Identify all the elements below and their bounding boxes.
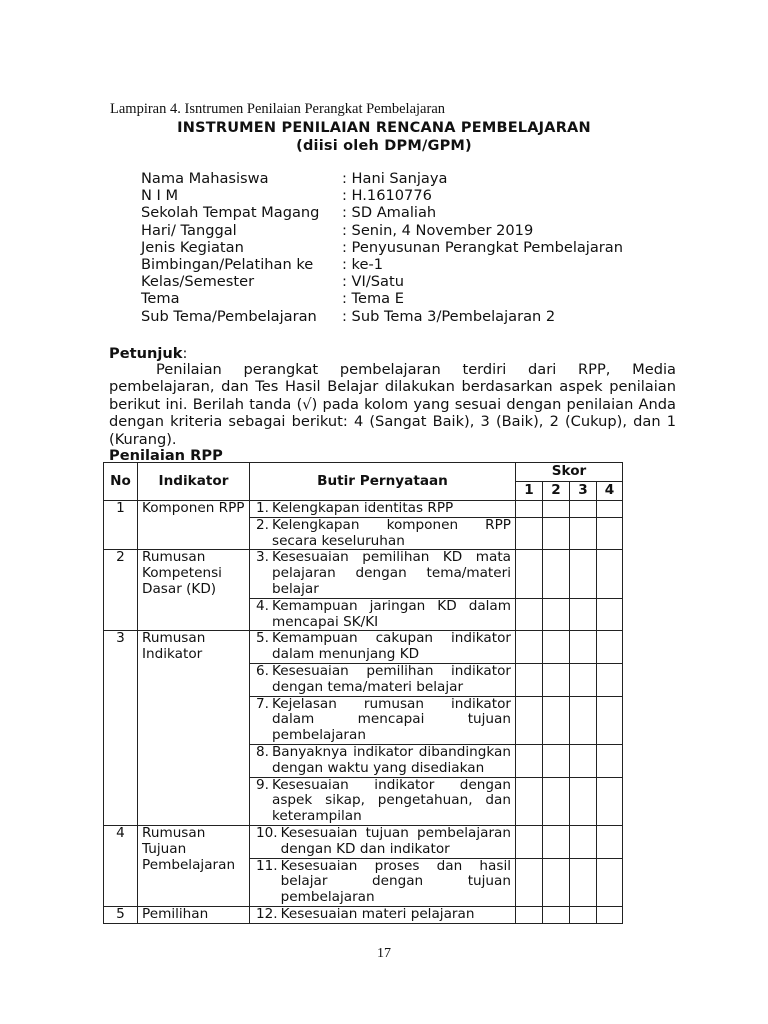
info-row [141,273,623,290]
score-cell-1[interactable] [516,517,543,550]
score-cell-2[interactable] [543,906,570,923]
info-value: : Tema E [342,290,404,308]
statement-text: Kesesuaian materi pelajaran [280,905,475,922]
instructions-heading: Petunjuk: [109,345,188,362]
statement-number: 1. [256,500,269,516]
statement-text: Kesesuaian tujuan pembelajaran dengan KD dan indikator [280,824,511,857]
info-label: Sekolah Tempat Magang [141,204,320,222]
header-butir: Butir Pernyataan [250,463,516,501]
indicator-cell: Rumusan Tujuan Pembelajaran [138,825,250,906]
score-cell-3[interactable] [570,517,597,550]
score-cell-2[interactable] [543,858,570,906]
score-cell-3[interactable] [570,777,597,825]
score-cell-4[interactable] [597,744,623,777]
statement-number: 8. [256,743,269,760]
score-cell-1[interactable] [516,858,543,906]
header-no: No [104,463,138,501]
score-cell-3[interactable] [570,744,597,777]
header-indikator: Indikator [138,463,250,501]
statement-cell [250,777,516,825]
student-info-table [141,170,623,325]
score-cell-1[interactable] [516,777,543,825]
header-score-4: 4 [597,482,623,501]
score-cell-2[interactable] [543,501,570,518]
statement-number: 7. [256,695,269,712]
table-row [104,631,623,664]
score-cell-3[interactable] [570,696,597,744]
info-label: Jenis Kegiatan [141,238,244,256]
score-cell-4[interactable] [597,550,623,598]
info-row [141,187,623,204]
score-cell-1[interactable] [516,501,543,518]
score-cell-4[interactable] [597,696,623,744]
table-row [104,825,623,858]
document-title: INSTRUMEN PENILAIAN RENCANA PEMBELAJARAN [177,120,591,136]
score-cell-2[interactable] [543,777,570,825]
indicator-cell: Rumusan Indikator [138,631,250,826]
statement-text: Kemampuan jaringan KD dalam mencapai SK/KI [271,597,511,630]
info-value: : Sub Tema 3/Pembelajaran 2 [342,307,556,325]
info-value: : ke-1 [342,256,384,274]
info-label: Tema [141,290,180,308]
score-cell-4[interactable] [597,501,623,518]
table-row [104,501,623,518]
statement-text: Kesesuaian pemilihan indikator dengan tema/materi belajar [271,662,511,695]
indicator-cell: Pemilihan [138,906,250,923]
info-value: : Senin, 4 November 2019 [342,221,534,239]
header-score-2: 2 [543,482,570,501]
info-label: Kelas/Semester [141,273,255,291]
statement-text: Kelengkapan komponen RPP secara keseluruhan [271,516,511,549]
rpp-assessment-table [103,462,623,924]
statement-number: 10. [256,824,278,841]
score-cell-4[interactable] [597,825,623,858]
header-score-1: 1 [516,482,543,501]
score-cell-4[interactable] [597,858,623,906]
score-cell-1[interactable] [516,631,543,664]
page-number: 17 [377,946,391,961]
statement-number: 3. [256,549,269,566]
info-value: : H.1610776 [342,187,432,205]
statement-number: 4. [256,597,269,614]
info-row [141,222,623,239]
score-cell-2[interactable] [543,598,570,631]
instructions-text: Penilaian perangkat pembelajaran terdiri dari RPP, Media pembelajaran, dan Tes Hasil Belajar dilakukan berdasarkan aspek penilaian berikut ini. Berilah tanda (√) pada kolom yang sesuai dengan penilaian Anda dengan kriteria sebagai berikut: 4 (Sangat Baik), 3 (Baik), 2 (Cukup), dan 1 (Kurang). [109,361,676,448]
statement-text: Banyaknya indikator dibandingkan dengan waktu yang disediakan [271,743,511,776]
statement-text: Kejelasan rumusan indikator dalam mencapai tujuan pembelajaran [271,695,511,744]
score-cell-1[interactable] [516,906,543,923]
info-row [141,204,623,221]
statement-text: Kesesuaian pemilihan KD mata pelajaran dengan tema/materi belajar [271,549,511,597]
statement-number: 9. [256,776,269,793]
statement-cell [250,550,516,598]
info-label: Bimbingan/Pelatihan ke [141,256,314,274]
info-label: Hari/ Tanggal [141,221,237,239]
score-cell-3[interactable] [570,598,597,631]
statement-text: Kemampuan cakupan indikator dalam menunjang KD [271,630,511,663]
statement-cell [250,517,516,550]
info-value: : SD Amaliah [342,204,437,222]
statement-text: Kesesuaian indikator dengan aspek sikap, pengetahuan, dan keterampilan [271,776,511,825]
info-value: : VI/Satu [342,273,404,291]
score-cell-1[interactable] [516,550,543,598]
statement-cell [250,744,516,777]
score-cell-3[interactable] [570,501,597,518]
score-cell-4[interactable] [597,663,623,696]
table-row [104,550,623,598]
statement-cell [250,663,516,696]
score-cell-1[interactable] [516,825,543,858]
score-cell-4[interactable] [597,598,623,631]
score-cell-2[interactable] [543,825,570,858]
appendix-label: Lampiran 4. Isntrumen Penilaian Perangkat Pembelajaran [110,101,446,117]
info-row [141,290,623,307]
score-cell-1[interactable] [516,696,543,744]
section-heading-rpp: Penilaian RPP [109,447,223,464]
score-cell-4[interactable] [597,517,623,550]
indicator-cell: Komponen RPP [138,501,250,550]
score-cell-3[interactable] [570,550,597,598]
score-cell-2[interactable] [543,631,570,664]
statement-cell [250,906,516,923]
score-cell-3[interactable] [570,906,597,923]
statement-cell [250,696,516,744]
row-number: 5 [104,906,138,923]
score-cell-2[interactable] [543,744,570,777]
score-cell-4[interactable] [597,631,623,664]
score-cell-3[interactable] [570,631,597,664]
info-row [141,170,623,187]
statement-number: 12. [256,905,278,922]
score-cell-3[interactable] [570,858,597,906]
statement-text: Kesesuaian proses dan hasil belajar dengan tujuan pembelajaran [280,857,511,906]
row-number: 2 [104,550,138,631]
score-cell-4[interactable] [597,906,623,923]
header-skor: Skor [516,463,623,482]
info-value: : Penyusunan Perangkat Pembelajaran [342,238,624,256]
statement-cell [250,501,516,518]
row-number: 1 [104,501,138,550]
score-cell-3[interactable] [570,825,597,858]
statement-cell [250,858,516,906]
score-cell-2[interactable] [543,663,570,696]
statement-number: 11. [256,857,278,874]
document-subtitle: (diisi oleh DPM/GPM) [296,138,472,154]
statement-text: Kelengkapan identitas RPP [271,500,454,516]
score-cell-2[interactable] [543,517,570,550]
row-number: 3 [104,631,138,826]
row-number: 4 [104,825,138,906]
info-label: Sub Tema/Pembelajaran [141,307,317,325]
score-cell-1[interactable] [516,663,543,696]
header-score-3: 3 [570,482,597,501]
table-row [104,906,623,923]
score-cell-2[interactable] [543,550,570,598]
score-cell-3[interactable] [570,663,597,696]
statement-cell [250,631,516,664]
info-label: Nama Mahasiswa [141,170,269,187]
statement-number: 6. [256,662,269,679]
statement-cell [250,825,516,858]
indicator-cell: Rumusan Kompetensi Dasar (KD) [138,550,250,631]
info-row [141,239,623,256]
statement-cell [250,598,516,631]
score-cell-1[interactable] [516,744,543,777]
score-cell-2[interactable] [543,696,570,744]
score-cell-4[interactable] [597,777,623,825]
info-row [141,308,623,325]
score-cell-1[interactable] [516,598,543,631]
info-value: : Hani Sanjaya [342,170,448,187]
info-label: N I M [141,187,179,205]
info-row [141,256,623,273]
statement-number: 2. [256,516,269,533]
statement-number: 5. [256,630,269,647]
